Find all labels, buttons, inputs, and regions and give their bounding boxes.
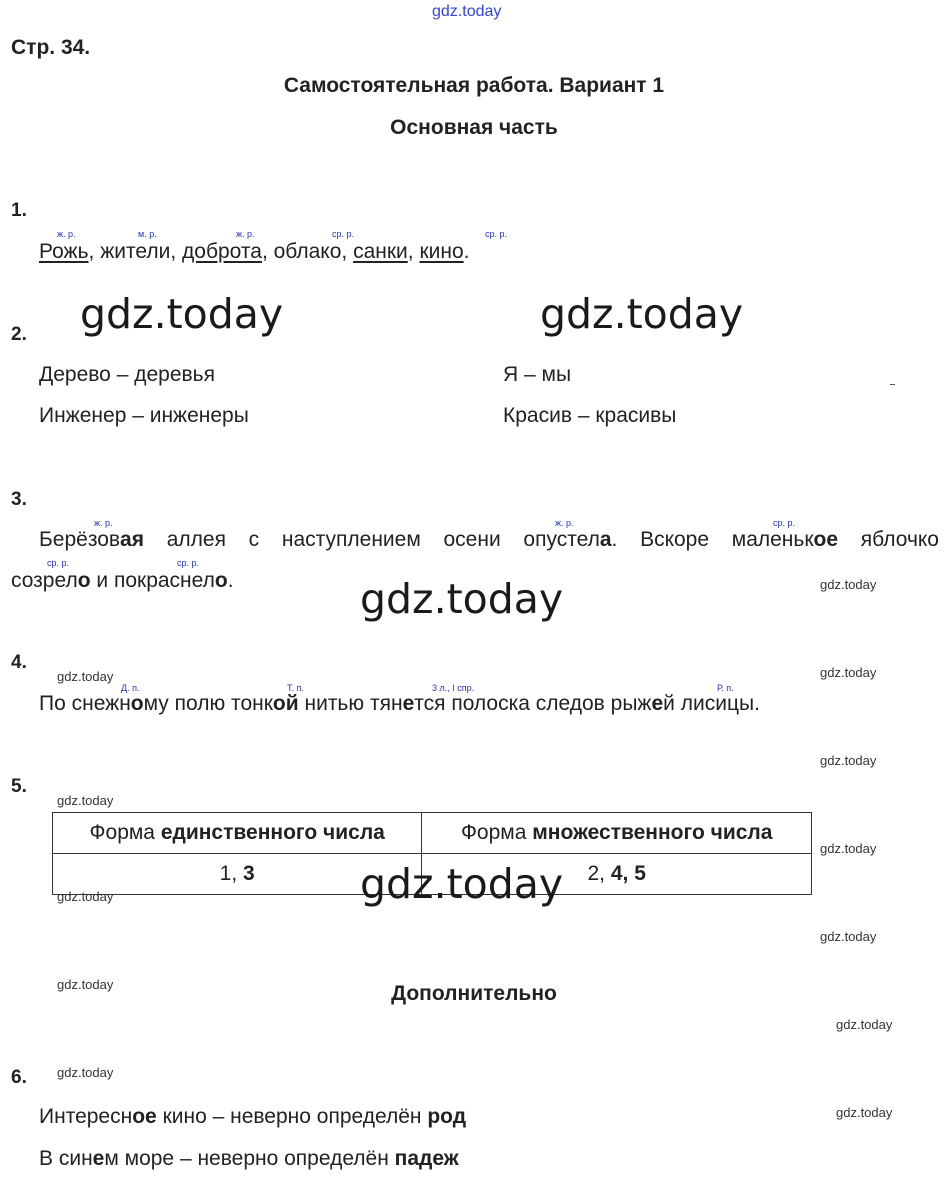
task-4-line: По снежному полю тонкой нитью тянется полоска следов рыжей лисицы. (39, 692, 760, 715)
task-3-line-2: созрело и покраснело. (11, 569, 234, 592)
word: доброта (182, 240, 262, 263)
watermark: gdz.today (57, 793, 114, 808)
pair-item: Я – мы (503, 363, 572, 386)
pair-item: Красив – красивы (503, 404, 677, 427)
task-1-number: 1. (11, 200, 27, 221)
watermark: gdz.today (820, 577, 877, 592)
gender-label: ср. р. (485, 229, 508, 239)
header-cell-singular: Форма единственного числа (53, 813, 422, 854)
task-6-line-1: Интересное кино – неверно определён род (39, 1105, 467, 1128)
page-subtitle: Основная часть (390, 116, 558, 139)
stray-mark (890, 384, 895, 385)
task-6-number: 6. (11, 1067, 27, 1088)
word: облако (273, 240, 342, 263)
case-label: Т. п. (287, 683, 304, 693)
watermark: gdz.today (80, 290, 284, 338)
table-header-row (53, 813, 812, 854)
watermark: gdz.today (57, 977, 114, 992)
pair-item: Инженер – инженеры (39, 404, 249, 427)
gender-label: ср. р. (177, 558, 200, 568)
gender-label: ср. р. (332, 229, 355, 239)
word: жители (100, 240, 171, 263)
case-label: Р. п. (717, 683, 734, 693)
task-6-line-2: В синем море – неверно определён падеж (39, 1147, 459, 1170)
gender-label: ср. р. (47, 558, 70, 568)
watermark: gdz.today (836, 1017, 893, 1032)
task-3-number: 3. (11, 489, 27, 510)
page-reference: Стр. 34. (11, 36, 91, 59)
task-3-line-1: Берёзовая аллея с наступлением осени опустела. Вскоре маленькое яблочко (39, 528, 939, 551)
watermark-top: gdz.today (432, 3, 502, 20)
section-heading-extra: Дополнительно (391, 982, 557, 1005)
watermark: gdz.today (57, 889, 114, 904)
watermark: gdz.today (57, 1065, 114, 1080)
task-4-number: 4. (11, 652, 27, 673)
gender-label: ж. р. (57, 229, 76, 239)
gender-label: ж. р. (94, 518, 113, 528)
word: кино (419, 240, 464, 263)
watermark: gdz.today (540, 290, 744, 338)
watermark: gdz.today (820, 841, 877, 856)
cell-plural: 2, 4, 5 (422, 854, 812, 895)
watermark: gdz.today (836, 1105, 893, 1120)
task-5-number: 5. (11, 776, 27, 797)
watermark: gdz.today (360, 575, 564, 623)
gender-label: ж. р. (555, 518, 574, 528)
gender-label: ср. р. (773, 518, 796, 528)
pair-item: Дерево – деревья (39, 363, 215, 386)
gender-label: ж. р. (236, 229, 255, 239)
watermark: gdz.today (360, 860, 564, 908)
case-label: 3 л., I спр. (432, 683, 475, 693)
watermark: gdz.today (820, 929, 877, 944)
task-2-number: 2. (11, 324, 27, 345)
watermark: gdz.today (820, 753, 877, 768)
page-title: Самостоятельная работа. Вариант 1 (283, 74, 665, 97)
cell-singular: 1, 3 (53, 854, 422, 895)
task-1-line: Рожь, жители, доброта, облако, санки, кино. (39, 240, 470, 263)
word: Рожь (39, 240, 89, 263)
gender-label: м. р. (138, 229, 157, 239)
word: санки (353, 240, 408, 263)
watermark: gdz.today (820, 665, 877, 680)
header-cell-plural: Форма множественного числа (422, 813, 812, 854)
case-label: Д. п. (121, 683, 140, 693)
watermark: gdz.today (57, 669, 114, 684)
